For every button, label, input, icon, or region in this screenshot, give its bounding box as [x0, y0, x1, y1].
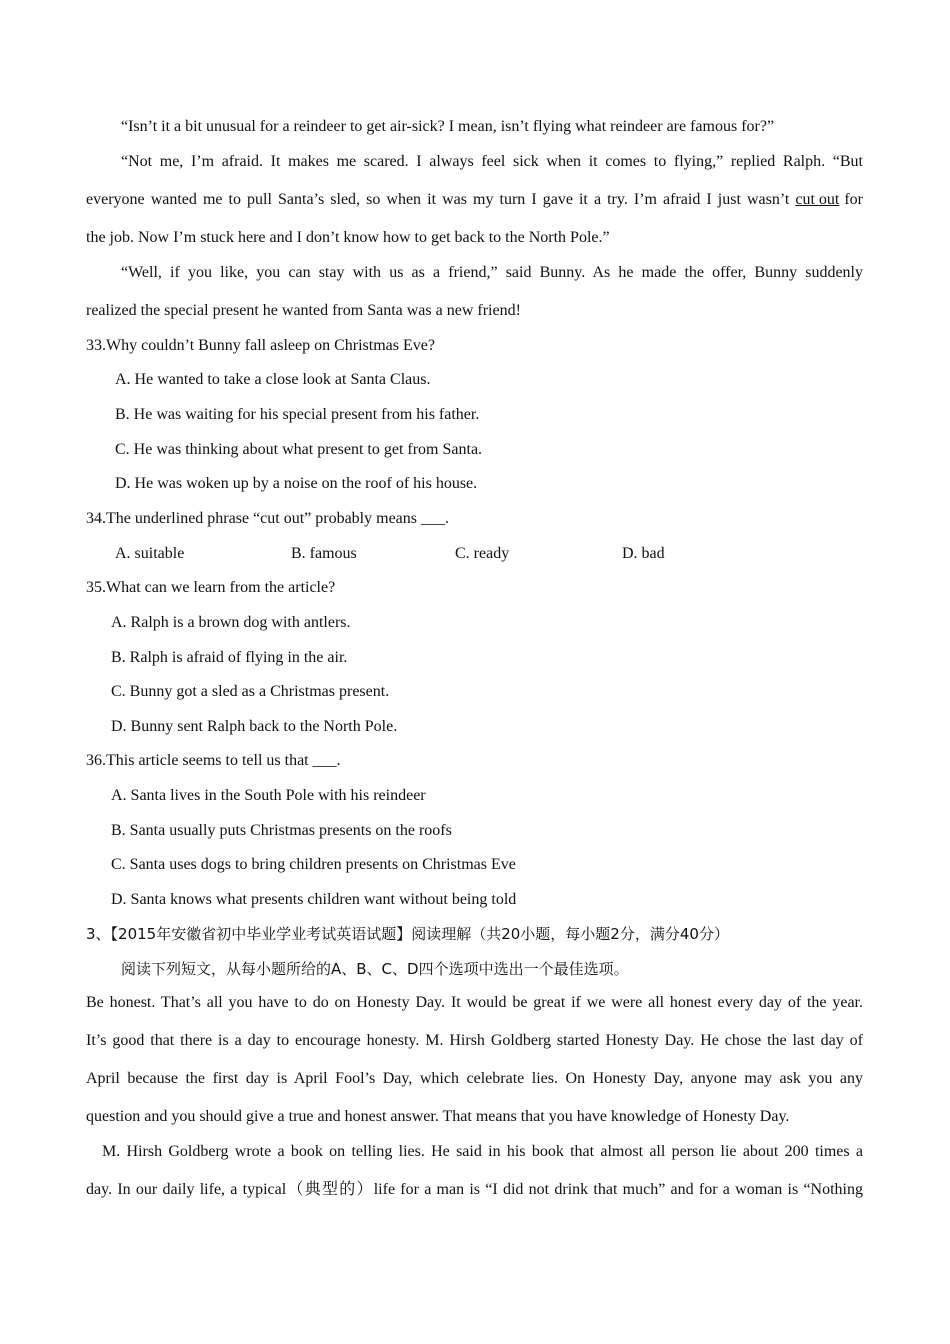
story-paragraph-2-line-1: “Not me, I’m afraid. It makes me scared. I always feel sick when it comes to flying,” replied Ralph. “But	[121, 153, 863, 170]
passage-paragraph-2-line-1: M. Hirsh Goldberg wrote a book on telling lies. He said in his book that almost all person lie about 200 times a	[102, 1143, 863, 1160]
underlined-phrase: cut out	[795, 191, 840, 208]
story-paragraph-3-line-2: realized the special present he wanted from Santa was a new friend!	[86, 302, 521, 319]
section-3-heading: 3、【2015年安徽省初中毕业学业考试英语试题】阅读理解（共20小题，每小题2分，满分40分）	[86, 925, 729, 943]
passage-paragraph-1-line-1: Be honest. That’s all you have to do on Honesty Day. It would be great if we were all honest every day of the year.	[86, 994, 863, 1011]
story-paragraph-2-line-2	[86, 190, 863, 210]
question-33-option-a: A. He wanted to take a close look at Santa Claus.	[115, 371, 431, 388]
question-35-option-c: C. Bunny got a sled as a Christmas present.	[111, 683, 390, 700]
question-34-option-a: A. suitable	[115, 545, 185, 562]
question-35-option-a: A. Ralph is a brown dog with antlers.	[111, 614, 351, 631]
question-36-option-d: D. Santa knows what presents children want without being told	[111, 891, 517, 908]
story-text: everyone wanted me to pull Santa’s sled, so when it was my turn I gave it a try. I’m afraid I just wasn’t	[86, 191, 790, 208]
question-33-option-c: C. He was thinking about what present to get from Santa.	[115, 441, 483, 458]
question-35-option-b: B. Ralph is afraid of flying in the air.	[111, 649, 348, 666]
question-33-stem: 33.Why couldn’t Bunny fall asleep on Christmas Eve?	[86, 337, 435, 354]
question-36-option-c: C. Santa uses dogs to bring children presents on Christmas Eve	[111, 856, 516, 873]
question-33-option-d: D. He was woken up by a noise on the roof of his house.	[115, 475, 478, 492]
passage-paragraph-1-line-2: It’s good that there is a day to encourage honesty. M. Hirsh Goldberg started Honesty Day. He chose the last day of	[86, 1032, 863, 1049]
question-34-option-b: B. famous	[291, 545, 357, 562]
passage-paragraph-1-line-4: question and you should give a true and honest answer. That means that you have knowledge of Honesty Day.	[86, 1108, 790, 1125]
passage-paragraph-1-line-3: April because the first day is April Fool’s Day, which celebrate lies. On Honesty Day, anyone may ask you any	[86, 1070, 863, 1087]
passage-paragraph-2-line-2: day. In our daily life, a typical（典型的）life for a man is “I did not drink that much” and for a woman is “Nothing	[86, 1181, 863, 1198]
section-3-instruction: 阅读下列短文，从每小题所给的A、B、C、D四个选项中选出一个最佳选项。	[121, 960, 629, 978]
question-35-option-d: D. Bunny sent Ralph back to the North Pole.	[111, 718, 398, 735]
question-36-option-a: A. Santa lives in the South Pole with his reindeer	[111, 787, 426, 804]
question-34-option-c: C. ready	[455, 545, 510, 562]
story-paragraph-3-line-1: “Well, if you like, you can stay with us as a friend,” said Bunny. As he made the offer, Bunny suddenly	[121, 264, 863, 281]
question-33-option-b: B. He was waiting for his special present from his father.	[115, 406, 480, 423]
story-paragraph-2-line-3: the job. Now I’m stuck here and I don’t know how to get back to the North Pole.”	[86, 229, 610, 246]
story-text: for	[844, 191, 863, 208]
question-35-stem: 35.What can we learn from the article?	[86, 579, 336, 596]
question-36-option-b: B. Santa usually puts Christmas presents on the roofs	[111, 822, 452, 839]
story-paragraph-1: “Isn’t it a bit unusual for a reindeer to get air-sick? I mean, isn’t flying what reindeer are famous for?”	[121, 118, 775, 135]
question-34-option-d: D. bad	[622, 545, 665, 562]
question-34-options	[0, 544, 950, 564]
question-36-stem: 36.This article seems to tell us that ___.	[86, 752, 341, 769]
question-34-stem: 34.The underlined phrase “cut out” probably means ___.	[86, 510, 449, 527]
